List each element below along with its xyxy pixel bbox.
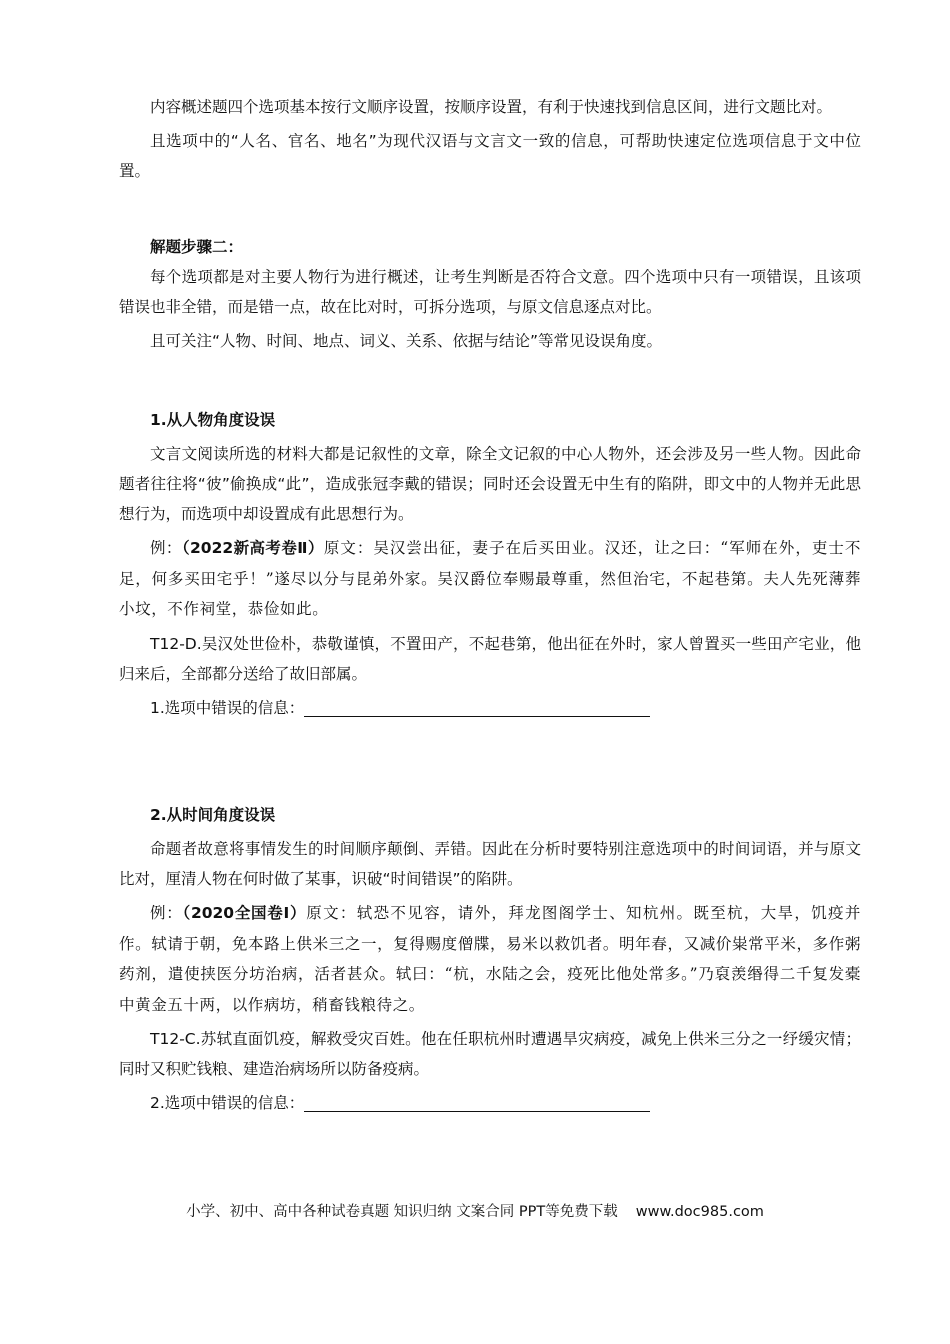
example-source: （2020全国卷Ⅰ） xyxy=(182,904,307,922)
section2-question xyxy=(119,1088,861,1118)
question-label: 2.选项中错误的信息： xyxy=(150,1094,305,1112)
section1-option: T12-D.吴汉处世俭朴，恭敬谨慎，不置田产，不起巷第，他出征在外时，家人曾置买一些田产宅业，他归来后，全部都分送给了故旧部属。 xyxy=(119,634,861,683)
example-prefix: 例： xyxy=(150,539,182,557)
section1-paragraph: 文言文阅读所选的材料大都是记叙性的文章，除全文记叙的中心人物外，还会涉及另一些人物。因此命题者往往将“彼”偷换成“此”，造成张冠李戴的错误；同时还会设置无中生有的陷阱，即文中的人物并无此思想行为，而选项中却设置成有此思想行为。 xyxy=(119,445,861,523)
section2-option: T12-C.苏轼直面饥疫，解救受灾百姓。他在任职杭州时遭遇旱灾病疫，减免上供米三分之一纾缓灾情；同时又积贮钱粮、建造治病场所以防备疫病。 xyxy=(119,1030,861,1078)
section1-example xyxy=(119,533,861,625)
answer-blank[interactable] xyxy=(304,1093,650,1112)
section2-heading: 2.从时间角度设误 xyxy=(150,806,276,824)
footer-url[interactable]: www.doc985.com xyxy=(635,1204,764,1220)
section2-paragraph: 命题者故意将事情发生的时间顺序颠倒、弄错。因此在分析时要特别注意选项中的时间词语，并与原文比对，厘清人物在何时做了某事，识破“时间错误”的陷阱。 xyxy=(119,840,861,888)
page-footer xyxy=(0,1200,950,1221)
example-text: 原文：轼恐不见容，请外，拜龙图阁学士、知杭州。既至杭，大旱，饥疫并作。轼请于朝，免本路上供米三之一，复得赐度僧牒，易米以救饥者。明年春，又减价粜常平米，多作粥药剂，遣使挟医分坊治病，活者甚众。轼曰：“杭，水陆之会，疫死比他处常多。”乃裒羡缗得二千复发橐中黄金五十两，以作病坊，稍畜钱粮待之。 xyxy=(119,904,861,1014)
question-label: 1.选项中错误的信息： xyxy=(150,698,305,717)
intro-paragraph-1: 内容概述题四个选项基本按行文顺序设置，按顺序设置，有利于快速找到信息区间，进行文题比对。 xyxy=(150,98,833,116)
example-source: （2022新高考卷Ⅱ） xyxy=(181,539,324,557)
section2 xyxy=(119,800,861,1118)
answer-blank[interactable] xyxy=(304,698,650,717)
intro-paragraph-2: 且选项中的“人名、官名、地名”为现代汉语与文言文一致的信息，可帮助快速定位选项信息于文中位置。 xyxy=(119,132,861,180)
step2-section xyxy=(119,232,861,356)
example-prefix: 例： xyxy=(150,904,183,922)
footer-text: 小学、初中、高中各种试卷真题 知识归纳 文案合同 PPT等免费下载 xyxy=(186,1204,618,1220)
step2-paragraph-1: 每个选项都是对主要人物行为进行概述，让考生判断是否符合文意。四个选项中只有一项错误，且该项错误也非全错，而是错一点，故在比对时，可拆分选项，与原文信息逐点对比。 xyxy=(119,268,861,316)
intro-section xyxy=(119,92,861,186)
section1-heading: 1.从人物角度设误 xyxy=(150,411,276,429)
section1-question xyxy=(119,693,861,723)
example-text: 原文：吴汉尝出征，妻子在后买田业。汉还，让之曰：“军师在外，吏士不足，何多买田宅乎！”遂尽以分与昆弟外家。吴汉爵位奉赐最尊重，然但治宅，不起巷第。夫人先死薄葬小坟，不作祠堂，恭俭如此。 xyxy=(119,539,861,618)
section1 xyxy=(119,405,861,723)
step2-heading: 解题步骤二： xyxy=(150,238,244,256)
step2-paragraph-2: 且可关注“人物、时间、地点、词义、关系、依据与结论”等常见设误角度。 xyxy=(150,332,663,350)
section2-example xyxy=(119,898,861,1020)
